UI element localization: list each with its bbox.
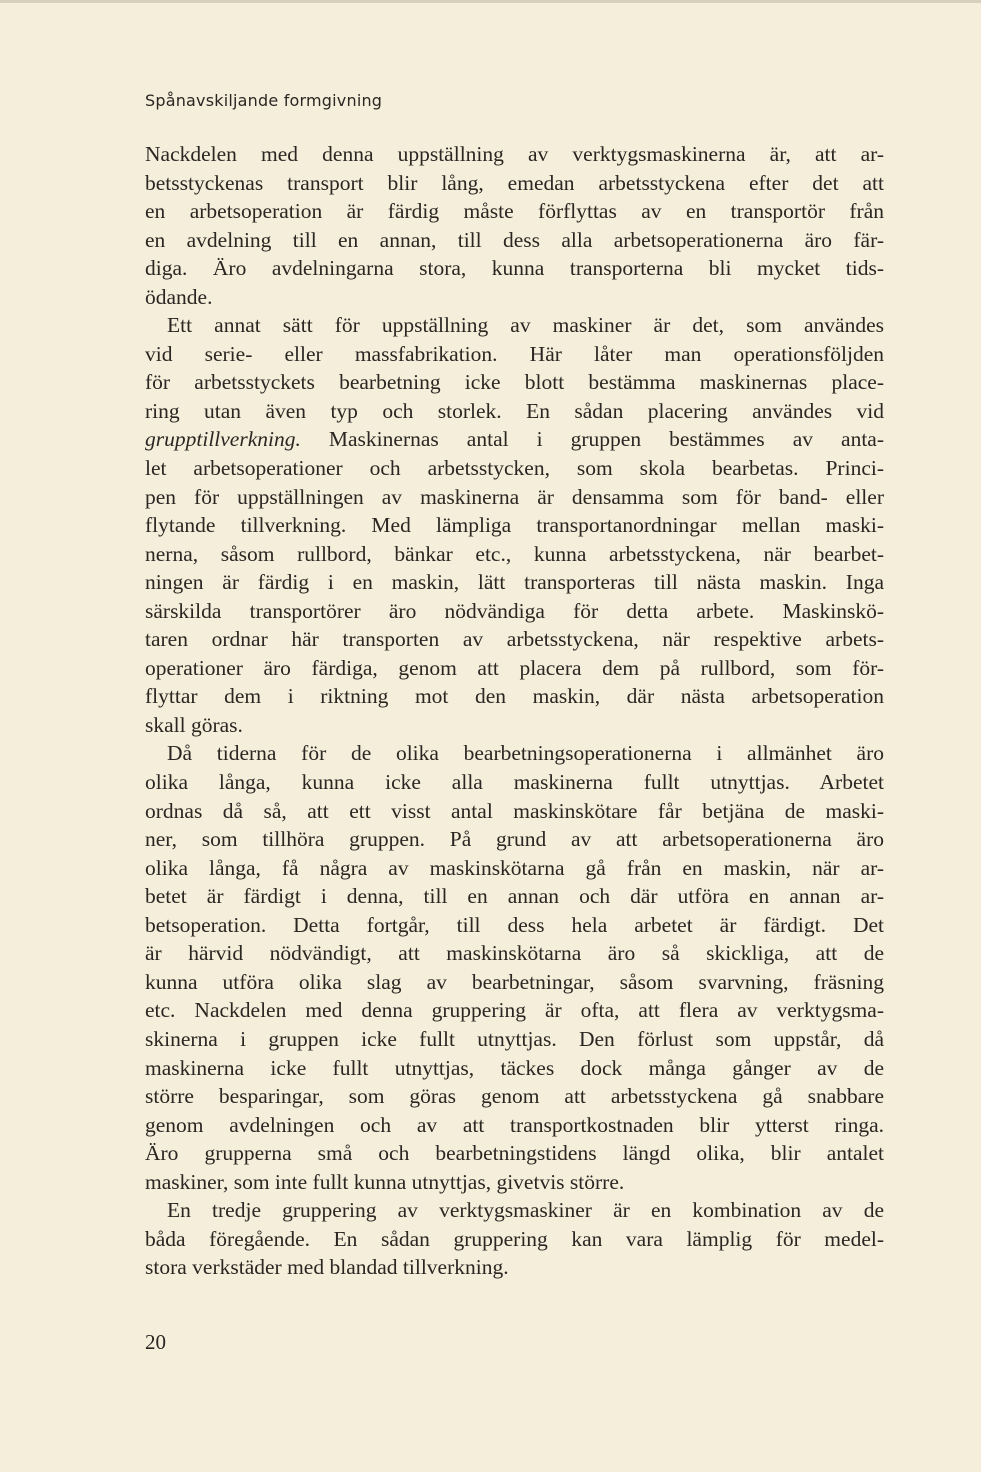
text-line xyxy=(145,1139,884,1168)
text-line xyxy=(145,1111,884,1140)
line-text: betsoperation. Detta fortgår, till dess hela arbetet är färdigt. Det xyxy=(145,912,884,937)
line-text: pen för uppställningen av maskinerna är densamma som för band- eller xyxy=(145,484,884,509)
line-text: ordnas då så, att ett visst antal maskinskötare får betjäna de maski- xyxy=(145,798,884,823)
text-line xyxy=(145,254,884,283)
text-line xyxy=(145,854,884,883)
line-text: etc. Nackdelen med denna gruppering är ofta, att flera av verktygsma- xyxy=(145,998,884,1023)
line-text: betsstyckenas transport blir lång, emedan arbetsstyckena efter det att xyxy=(145,170,884,195)
line-text: båda föregående. En sådan gruppering kan vara lämplig för medel- xyxy=(145,1226,884,1251)
line-text: en arbetsoperation är färdig måste förflyttas av en transportör från xyxy=(145,199,884,224)
text-line xyxy=(145,1168,884,1197)
line-text: maskiner, som inte fullt kunna utnyttjas, givetvis större. xyxy=(145,1169,625,1194)
text-line xyxy=(145,1253,884,1282)
text-line xyxy=(145,654,884,683)
text-line xyxy=(145,568,884,597)
line-text: Nackdelen med denna uppställning av verktygsmaskinerna är, att ar- xyxy=(145,142,884,166)
text-line xyxy=(145,397,884,426)
text-line xyxy=(145,511,884,540)
text-line xyxy=(145,425,884,454)
text-line xyxy=(145,1225,884,1254)
page-edge xyxy=(0,0,981,3)
line-text: Ett annat sätt för uppställning av maskiner är det, som användes xyxy=(167,313,884,338)
line-text: ödande. xyxy=(145,284,213,309)
text-line xyxy=(145,996,884,1025)
italic-term: grupptillverkning. xyxy=(145,427,301,452)
text-line xyxy=(145,140,884,169)
line-text: ner, som tillhöra gruppen. På grund av att arbetsoperationerna äro xyxy=(145,827,884,852)
line-text: en avdelning till en annan, till dess alla arbetsoperationerna äro fär- xyxy=(145,227,884,252)
text-line xyxy=(145,739,884,768)
line-text: större besparingar, som göras genom att arbetsstyckena gå snabbare xyxy=(145,1084,884,1109)
line-text: operationer äro färdiga, genom att placera dem på rullbord, som för- xyxy=(145,655,884,680)
line-text: genom avdelningen och av att transportkostnaden blir ytterst ringa. xyxy=(145,1112,884,1137)
line-text: för arbetsstyckets bearbetning icke blott bestämma maskinernas place- xyxy=(145,370,884,395)
text-line xyxy=(145,169,884,198)
line-text: Då tiderna för de olika bearbetningsoperationerna i allmänhet äro xyxy=(167,741,884,766)
line-text: kunna utföra olika slag av bearbetningar, såsom svarvning, fräsning xyxy=(145,969,884,994)
text-line xyxy=(145,1054,884,1083)
text-line xyxy=(145,197,884,226)
text-line xyxy=(145,311,884,340)
text-line xyxy=(145,682,884,711)
text-line xyxy=(145,1196,884,1225)
text-line xyxy=(145,711,884,740)
line-text: betet är färdigt i denna, till en annan och där utföra en annan ar- xyxy=(145,884,884,909)
line-text: En tredje gruppering av verktygsmaskiner är en kombination av de xyxy=(167,1198,884,1223)
body-text xyxy=(145,140,884,1282)
text-line xyxy=(145,597,884,626)
text-line xyxy=(145,540,884,569)
line-text: skinerna i gruppen icke fullt utnyttjas. Den förlust som uppstår, då xyxy=(145,1026,884,1051)
line-text: nerna, såsom rullbord, bänkar etc., kunna arbetsstyckena, när bearbet- xyxy=(145,541,884,566)
text-line xyxy=(145,1082,884,1111)
text-line xyxy=(145,368,884,397)
line-text: olika långa, kunna icke alla maskinerna fullt utnyttjas. Arbetet xyxy=(145,770,884,795)
line-text: diga. Äro avdelningarna stora, kunna transporterna bli mycket tids- xyxy=(145,256,884,281)
line-text: skall göras. xyxy=(145,712,243,737)
line-text: olika långa, få några av maskinskötarna gå från en maskin, när ar- xyxy=(145,855,884,880)
text-line xyxy=(145,283,884,312)
line-text: ring utan även typ och storlek. En sådan placering användes vid xyxy=(145,398,884,423)
text-line xyxy=(145,483,884,512)
line-text: maskinerna icke fullt utnyttjas, täckes dock många gånger av de xyxy=(145,1055,884,1080)
line-text: är härvid nödvändigt, att maskinskötarna äro så skickliga, att de xyxy=(145,941,884,966)
line-text: Äro grupperna små och bearbetningstidens längd olika, blir antalet xyxy=(145,1141,884,1166)
line-text: let arbetsoperationer och arbetsstycken, som skola bearbetas. Princi- xyxy=(145,456,884,481)
text-line xyxy=(145,911,884,940)
text-line xyxy=(145,797,884,826)
line-text: stora verkstäder med blandad tillverkning. xyxy=(145,1255,509,1280)
text-line xyxy=(145,340,884,369)
line-text: taren ordnar här transporten av arbetsstyckena, när respektive arbets- xyxy=(145,627,884,652)
line-text: Maskinernas antal i gruppen bestämmes av anta- xyxy=(300,427,884,452)
text-line xyxy=(145,226,884,255)
running-header: Spånavskiljande formgivning xyxy=(145,91,383,110)
text-line xyxy=(145,625,884,654)
text-line xyxy=(145,939,884,968)
line-text: ningen är färdig i en maskin, lätt transporteras till nästa maskin. Inga xyxy=(145,570,884,595)
line-text: vid serie- eller massfabrikation. Här låter man operationsföljden xyxy=(145,341,884,366)
text-line xyxy=(145,768,884,797)
text-line xyxy=(145,1025,884,1054)
line-text: flyttar dem i riktning mot den maskin, där nästa arbetsoperation xyxy=(145,684,884,709)
text-line xyxy=(145,968,884,997)
text-line xyxy=(145,454,884,483)
page-number: 20 xyxy=(145,1330,166,1354)
text-line xyxy=(145,882,884,911)
line-text: flytande tillverkning. Med lämpliga transportanordningar mellan maski- xyxy=(145,513,884,538)
text-line xyxy=(145,825,884,854)
line-text: särskilda transportörer äro nödvändiga för detta arbete. Maskinskö- xyxy=(145,598,884,623)
